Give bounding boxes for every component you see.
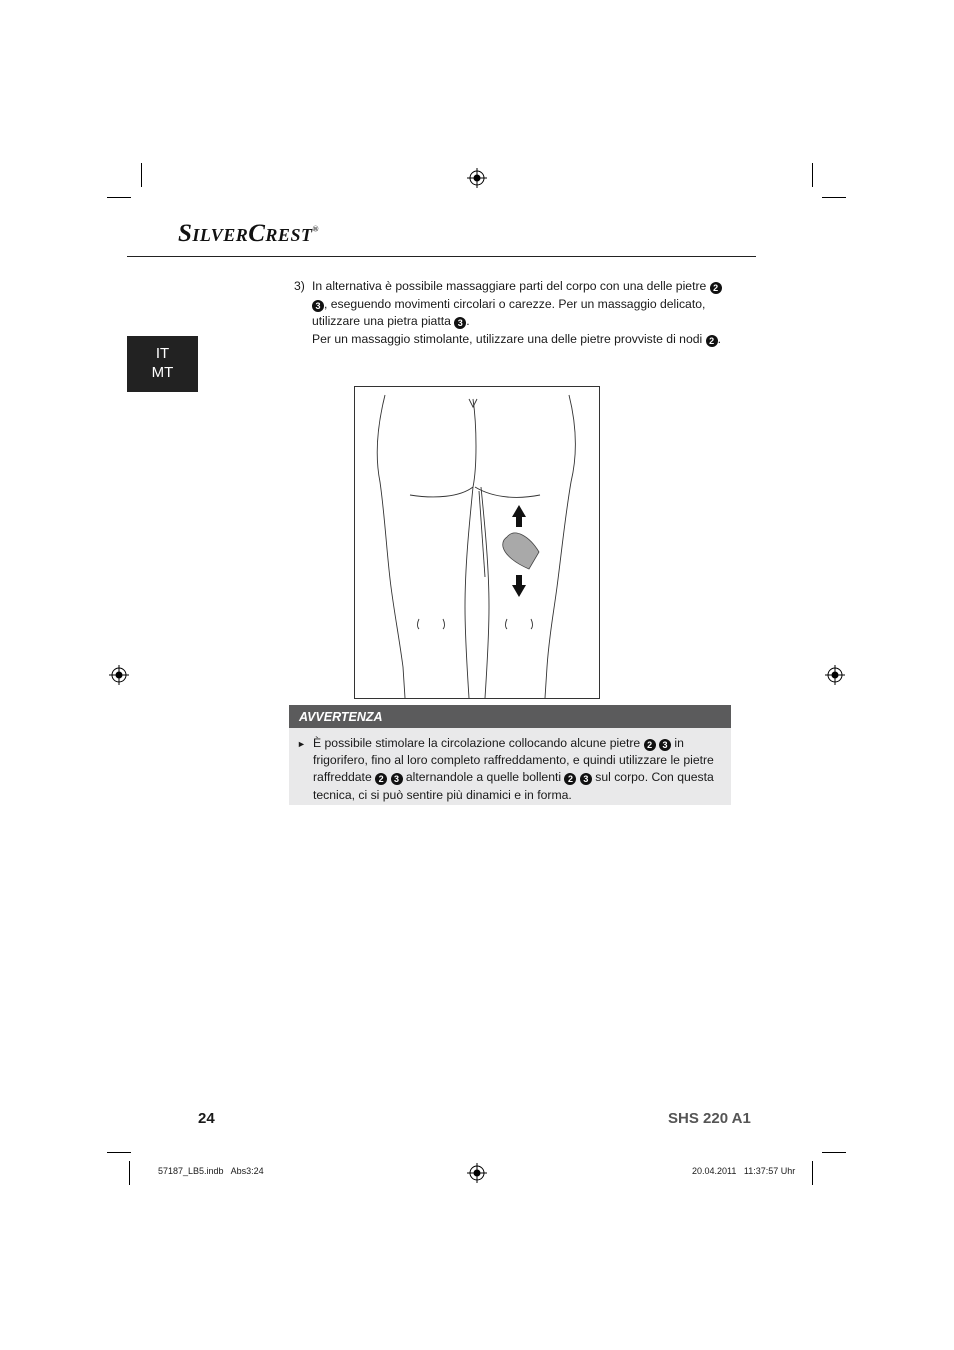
part-ref-badge: 2 <box>710 282 722 294</box>
language-code: IT <box>155 345 170 362</box>
part-ref-badge: 3 <box>659 739 671 751</box>
brand-logo: SilverCrest® <box>178 220 319 247</box>
registration-mark-icon <box>467 168 487 188</box>
language-code: MT <box>151 364 174 381</box>
registration-mark-icon <box>825 665 845 685</box>
part-ref-badge: 2 <box>564 773 576 785</box>
warning-box <box>289 705 731 805</box>
crop-mark <box>822 1152 846 1153</box>
massage-illustration <box>354 386 600 699</box>
registration-mark-icon <box>109 665 129 685</box>
registration-mark-icon <box>467 1163 487 1183</box>
file-slug: 57187_LB5.indb Abs3:24 <box>158 1166 264 1176</box>
header-rule <box>127 256 756 257</box>
crop-mark <box>107 1152 131 1153</box>
part-ref-badge: 2 <box>644 739 656 751</box>
crop-mark <box>129 1161 130 1185</box>
crop-mark <box>107 197 131 198</box>
crop-mark <box>812 1161 813 1185</box>
print-timestamp: 20.04.2011 11:37:57 Uhr <box>692 1166 796 1176</box>
crop-mark <box>141 163 142 187</box>
step-number: 3) <box>294 279 305 293</box>
part-ref-badge: 3 <box>580 773 592 785</box>
part-ref-badge: 3 <box>454 317 466 329</box>
warning-text: ► È possibile stimolare la circolazione collocando alcune pietre 2 3 in frigorifero, fino al loro completo raffreddamento, e quindi utilizzare le pietre raffreddate 2 3 alternandole a quelle bollenti 2 3 sul corpo. Con questa tecnica, ci si può sentire più dinamici e in forma. <box>297 736 714 802</box>
warning-title: AVVERTENZA <box>289 705 731 728</box>
crop-mark <box>812 163 813 187</box>
bullet-arrow-icon: ► <box>297 739 306 749</box>
part-ref-badge: 3 <box>312 300 324 312</box>
part-ref-badge: 2 <box>706 335 718 347</box>
part-ref-badge: 2 <box>375 773 387 785</box>
step-text: In alternativa è possibile massaggiare parti del corpo con una delle pietre 2 3 , eseguendo movimenti circolari o carezze. Per un massaggio delicato, utilizzare una pietra piatta 3 . Per un massaggio stimolante, utilizzare una delle pietre provviste di nodi 2 . <box>312 279 721 346</box>
model-number: SHS 220 A1 <box>668 1110 751 1127</box>
language-tab <box>127 336 198 392</box>
part-ref-badge: 3 <box>391 773 403 785</box>
page-number: 24 <box>198 1110 215 1127</box>
legs-drawing <box>355 387 599 698</box>
crop-mark <box>822 197 846 198</box>
instruction-step <box>294 278 734 348</box>
